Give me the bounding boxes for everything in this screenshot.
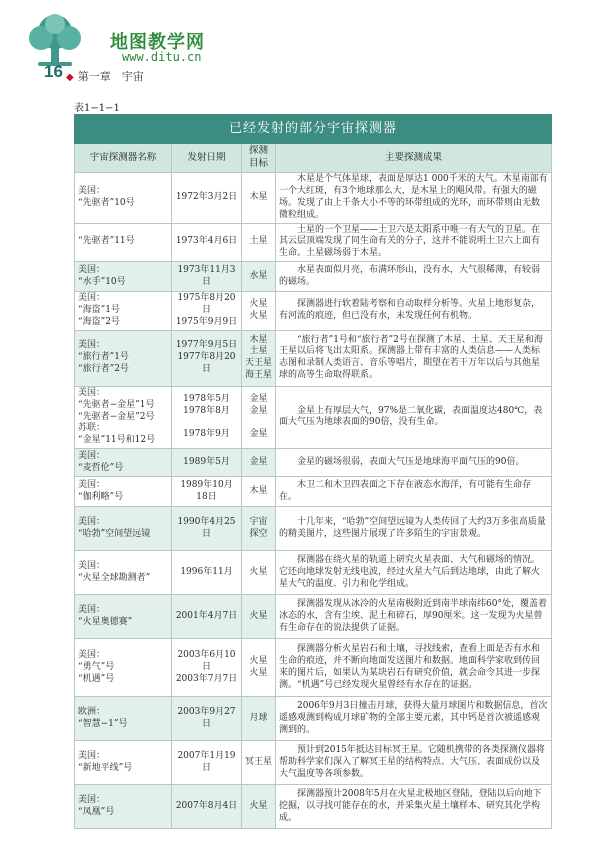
result-cell: 预计到2015年抵达目标冥王星。它随机携带的各类探测仪器将帮助科学家们深入了解冥王星的结构特点、大气压、表面成份以及大气温度等各项参数。 — [276, 741, 552, 785]
probe-name-cell-line: “火星全球勘测者” — [78, 572, 151, 583]
result-cell: 十几年来，“哈勃”空间望远镜为人类传回了大约3万多张高质量的精美图片，这些图片展现了许多陌生的宇宙景观。 — [276, 507, 552, 551]
launch-date-cell-line: 1973年11月3日 — [177, 264, 236, 287]
col-header-target: 探测目标 — [242, 144, 276, 173]
target-cell — [242, 551, 276, 595]
target-cell-line: 月球 — [249, 712, 268, 723]
target-cell-line: 火星 — [249, 310, 268, 321]
target-cell-line: 火星 — [249, 299, 268, 310]
launch-date-cell — [172, 386, 242, 448]
target-cell-line: 金星 — [249, 429, 268, 440]
launch-date-cell-line: 1989年5月 — [183, 456, 230, 467]
launch-date-cell — [172, 477, 242, 507]
chapter-title: 第一章 宇宙 — [77, 70, 144, 83]
result-cell: 金星的磁场很弱，表面大气压是地球海平面气压的90倍。 — [276, 449, 552, 477]
launch-date-cell — [172, 223, 242, 262]
table-caption-row — [75, 115, 552, 144]
table-header-row — [75, 144, 552, 173]
col-header-name: 宇宙探测器名称 — [75, 144, 172, 173]
result-cell: 木星是个气体星球，表面是厚达1 000千米的大气。木星南部有一个大红斑，有3个地球那么大，是木星上的飓风带。有强大的磁场。发现了由上千条大小不等的环带组成的光环，而环带则由无数微粒组成。 — [276, 173, 552, 224]
probe-name-cell-line: “麦哲伦”号 — [78, 462, 124, 473]
launch-date-cell-line: 2003年9月27日 — [177, 706, 236, 729]
target-cell-line: 水星 — [249, 270, 268, 281]
target-cell — [242, 697, 276, 741]
probe-name-cell-line: “旅行者”1号 — [78, 352, 129, 363]
target-cell-line: 探空 — [249, 528, 268, 539]
probe-name-cell-line: “勇气”号 — [78, 661, 115, 672]
probe-name-cell — [75, 595, 172, 639]
target-cell — [242, 785, 276, 829]
launch-date-cell-line: 1975年9月9日 — [175, 316, 238, 327]
probe-name-cell-line: “海盗”2号 — [78, 316, 120, 327]
probe-name-cell-line: “先驱者”11号 — [78, 236, 135, 247]
probe-name-cell-line: 美国： — [78, 604, 106, 615]
probe-name-cell-line: 美国： — [78, 340, 106, 351]
target-cell — [242, 330, 276, 386]
launch-date-cell-line: 2003年7月7日 — [175, 673, 238, 684]
launch-date-cell-line: 1978年8月 — [183, 405, 230, 416]
target-cell — [242, 292, 276, 331]
target-cell-line: 木星 — [249, 485, 268, 496]
probe-name-cell-line: 美国： — [78, 479, 106, 490]
table-row — [75, 477, 552, 507]
col-header-date: 发射日期 — [172, 144, 242, 173]
probe-name-cell-line: “火星奥德赛” — [78, 616, 133, 627]
result-cell: 探测器分析火星岩石和土壤，寻找线索，查看上面是否有水和生命的痕迹，并不断向地面发送图片和数据。地面科学家收到传回来的图片后，如果认为某块岩石有研究价值，就会命令其进一步探测。“机遇”号已经发现火星曾经有水存在的证据。 — [276, 639, 552, 697]
result-cell: 水星表面似月亮，布满环形山，没有水，大气很稀薄，有较弱的磁场。 — [276, 262, 552, 292]
launch-date-cell-line: 1972年3月2日 — [175, 191, 238, 202]
launch-date-cell — [172, 697, 242, 741]
target-cell-line: 火星 — [249, 800, 268, 811]
launch-date-cell-line: 2007年1月19日 — [177, 750, 236, 773]
table-label: 表1−1−1 — [74, 103, 120, 114]
launch-date-cell-line: 1989年10月18日 — [180, 479, 233, 502]
target-cell-line: 金星 — [249, 456, 268, 467]
probe-name-cell — [75, 330, 172, 386]
diamond-bullet-icon: ◆ — [66, 72, 74, 83]
target-cell-line: 海王星 — [245, 370, 273, 381]
probe-name-cell-line: “智慧−1”号 — [78, 718, 128, 729]
launch-date-cell-line: 1975年8月20日 — [177, 293, 236, 315]
table-row — [75, 173, 552, 224]
target-cell-line: 冥王星 — [245, 756, 273, 767]
table-row — [75, 330, 552, 386]
launch-date-cell — [172, 292, 242, 331]
table-row — [75, 697, 552, 741]
probe-name-cell-line: “伽利略”号 — [78, 491, 124, 502]
target-cell-line — [245, 417, 272, 429]
probe-name-cell — [75, 262, 172, 292]
table-title: 已经发射的部分宇宙探测器 — [75, 115, 552, 144]
probe-name-cell — [75, 551, 172, 595]
target-cell-line: 火星 — [249, 655, 268, 666]
launch-date-cell — [172, 330, 242, 386]
target-cell — [242, 173, 276, 224]
probe-name-cell-line: 美国： — [78, 185, 106, 196]
tree-logo-icon — [24, 10, 86, 70]
target-cell — [242, 595, 276, 639]
probe-name-cell — [75, 639, 172, 697]
probe-name-cell — [75, 449, 172, 477]
launch-date-cell-line: 2007年8月4日 — [175, 800, 238, 811]
launch-date-cell — [172, 262, 242, 292]
target-cell-line: 木星 — [249, 334, 268, 345]
probe-name-cell-line: 苏联： — [78, 423, 106, 434]
launch-date-cell — [172, 785, 242, 829]
launch-date-cell — [172, 173, 242, 224]
probe-name-cell-line: 美国： — [78, 794, 106, 805]
probe-name-cell — [75, 386, 172, 448]
probe-name-cell-line: “哈勃”空间望远镜 — [78, 528, 151, 539]
result-cell: 土星的一个卫星——土卫六是太阳系中唯一有大气的卫星。在其云层顶端发现了同生命有关的分子，这并不能说明土卫六上面有生命。土星磁场弱于木星。 — [276, 223, 552, 262]
probe-name-cell — [75, 477, 172, 507]
launch-date-cell-line: 1977年9月5日 — [175, 340, 238, 351]
table-row — [75, 551, 552, 595]
target-cell-line: 土星 — [249, 236, 268, 247]
probe-name-cell — [75, 785, 172, 829]
probe-name-cell — [75, 507, 172, 551]
probe-name-cell-line: “旅行者”2号 — [78, 364, 129, 375]
target-cell-line: 金星 — [249, 393, 268, 404]
probe-name-cell-line: 美国： — [78, 649, 106, 660]
target-cell-line: 火星 — [249, 610, 268, 621]
launch-date-cell-line: 1996年11月 — [180, 566, 233, 577]
target-cell — [242, 223, 276, 262]
target-cell — [242, 386, 276, 448]
site-name: 地图教学网 — [110, 32, 205, 53]
launch-date-cell — [172, 507, 242, 551]
launch-date-cell-line: 1973年4月6日 — [175, 236, 238, 247]
target-cell-line: 火星 — [249, 667, 268, 678]
target-cell — [242, 262, 276, 292]
probe-name-cell-line: “机遇”号 — [78, 673, 115, 684]
probe-name-cell-line: 美国： — [78, 750, 106, 761]
result-cell: 探测器预计2008年5月在火星北极地区登陆，登陆以后向地下挖掘，以寻找可能存在的水，并采集火星土壤样本、研究其化学构成。 — [276, 785, 552, 829]
launch-date-cell — [172, 639, 242, 697]
probe-name-cell-line: “金星”11号和12号 — [78, 435, 156, 446]
result-cell: 木卫二和木卫四表面之下存在液态水海洋，有可能有生命存在。 — [276, 477, 552, 507]
launch-date-cell — [172, 741, 242, 785]
chapter-heading — [66, 68, 144, 84]
target-cell — [242, 741, 276, 785]
probe-name-cell-line: 美国： — [78, 450, 106, 461]
result-cell: 探测器进行软着陆考察和自动取样分析等。火星上地形复杂，有河流的痕迹，但已没有水，未发现任何有机物。 — [276, 292, 552, 331]
result-cell: 探测器在绕火星的轨道上研究火星表面、大气和磁场的情况。它还向地球发射无线电波，经过火星大气后到达地球，由此了解火星大气的温度、引力和化学组成。 — [276, 551, 552, 595]
target-cell — [242, 449, 276, 477]
target-cell — [242, 639, 276, 697]
launch-date-cell-line: 2001年4月7日 — [175, 610, 238, 621]
target-cell-line: 火星 — [249, 566, 268, 577]
probe-name-cell-line: 欧洲： — [78, 706, 106, 717]
target-cell-line: 金星 — [249, 405, 268, 416]
probe-name-cell-line: “水手”10号 — [78, 276, 126, 287]
probe-name-cell-line: “凤凰”号 — [78, 806, 115, 817]
probe-name-cell-line: 美国： — [78, 264, 106, 275]
col-header-result: 主要探测成果 — [276, 144, 552, 173]
target-cell-line: 天王星 — [245, 358, 273, 369]
probe-name-cell — [75, 292, 172, 331]
probe-name-cell — [75, 741, 172, 785]
probe-name-cell-line: “海盗”1号 — [78, 305, 120, 315]
launch-date-cell — [172, 449, 242, 477]
result-cell: “旅行者”1号和“旅行者”2号在探测了木星、土星、天王星和海王星以后将飞出太阳系。探测器上带有丰富的人类信息——人类标志图和录制人类语言、音乐等唱片，期望在若干万年以后与其他星球的高等生命取得联系。 — [276, 330, 552, 386]
target-cell-line: 土星 — [249, 346, 268, 357]
target-cell-line: 木星 — [249, 191, 268, 202]
probe-name-cell — [75, 173, 172, 224]
probe-name-cell-line: “新地平线”号 — [78, 762, 133, 773]
table-row — [75, 223, 552, 262]
probe-name-cell-line: “先驱者”10号 — [78, 197, 135, 208]
table-row — [75, 507, 552, 551]
probe-name-cell-line: 美国： — [78, 516, 106, 527]
probe-name-cell-line: “先驱者−金星”2号 — [78, 411, 155, 422]
table-row — [75, 449, 552, 477]
page-number: 16 — [44, 62, 63, 81]
site-url[interactable]: www.ditu.cn — [122, 50, 202, 64]
launch-date-cell-line: 1978年5月 — [183, 393, 230, 404]
probe-name-cell-line: 美国： — [78, 560, 106, 571]
table-row — [75, 785, 552, 829]
result-cell: 2006年9月3日撞击月球，获得大量月球图片和数据信息，首次遥感观测到构成月球矿物的全部主要元素，其中钙是首次被遥感观测到的。 — [276, 697, 552, 741]
launch-date-cell-line — [175, 417, 238, 429]
probe-name-cell-line: 美国： — [78, 387, 106, 398]
table-row — [75, 741, 552, 785]
table-row — [75, 292, 552, 331]
probe-name-cell — [75, 223, 172, 262]
result-cell: 探测器发现从冰冷的火星南极附近到南半球南纬60°处，覆盖着冰态的水，含有尘埃、泥土和碎石，厚90厘米。这一发现为火星曾有生命存在的说法提供了证据。 — [276, 595, 552, 639]
launch-date-cell — [172, 595, 242, 639]
result-cell: 金星上有厚层大气，97%是二氧化碳，表面温度达480℃，表面大气压为地球表面的90倍，没有生命。 — [276, 386, 552, 448]
launch-date-cell-line: 1977年8月20日 — [177, 352, 236, 375]
launch-date-cell-line: 2003年6月10日 — [177, 649, 236, 672]
probe-name-cell-line: “先驱者−金星”1号 — [78, 399, 155, 410]
target-cell — [242, 477, 276, 507]
launch-date-cell-line: 1990年4月25日 — [177, 516, 236, 539]
launch-date-cell-line: 1978年9月 — [183, 429, 230, 440]
probe-name-cell — [75, 697, 172, 741]
target-cell — [242, 507, 276, 551]
probe-name-cell-line: 美国： — [78, 293, 106, 304]
launch-date-cell — [172, 551, 242, 595]
table-row — [75, 639, 552, 697]
table-row — [75, 262, 552, 292]
table-row — [75, 386, 552, 448]
probe-table — [74, 114, 552, 829]
table-row — [75, 595, 552, 639]
target-cell-line: 宇宙 — [249, 516, 268, 527]
